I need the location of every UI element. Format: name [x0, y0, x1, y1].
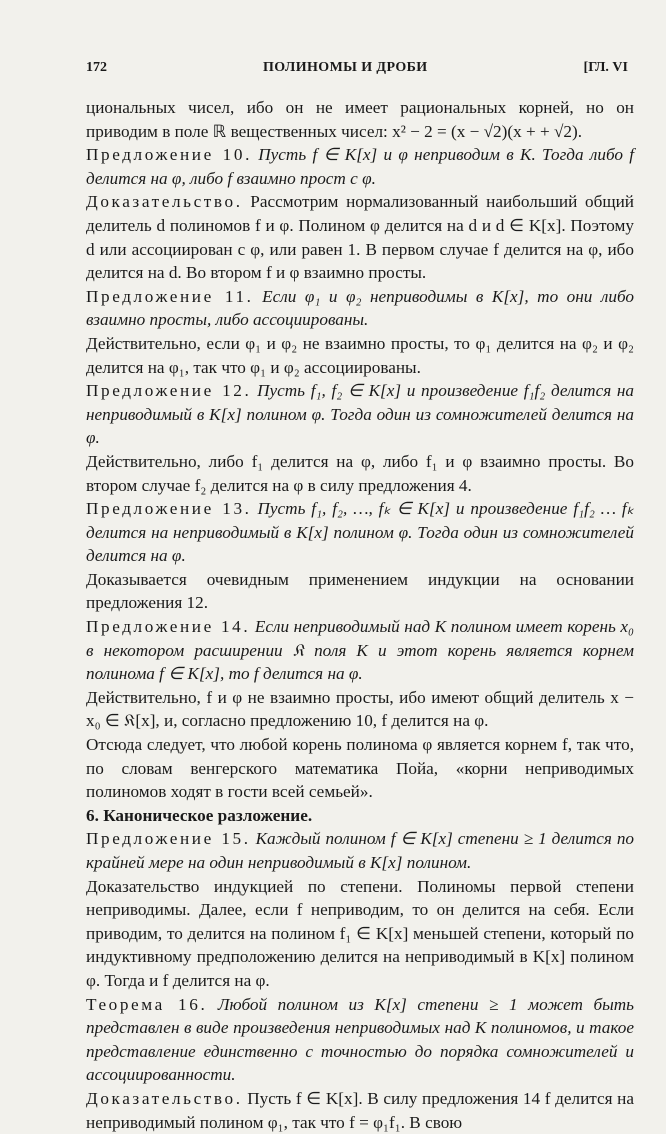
- paragraph-proof-15: Доказательство индукцией по степени. Полиномы первой степени неприводимы. Далее, если f неприводим, то он делится на себя. Если приводим, то делится на полином f₁ ∈ K[x] меньшей степени, который по индуктивному предположению делится на неприводимый в K[x] полином φ. Тогда и f делится на φ.: [86, 876, 634, 990]
- proposition-10: [86, 143, 634, 190]
- section-heading: 6. Каноническое разложение.: [86, 805, 313, 825]
- paragraph-proof-14: Действительно, f и φ не взаимно просты, ибо имеют общий делитель x − x₀ ∈ 𝔎[x], и, согласно предложению 10, f делится на φ.: [86, 687, 634, 731]
- running-header: [86, 60, 628, 76]
- page-number: 172: [86, 60, 107, 75]
- proposition-statement: Пусть f₁, f₂, …, fₖ ∈ K[x] и произведение f₁f₂ … fₖ делится на неприводимый в K[x] полином φ. Тогда один из сомножителей делится на φ.: [86, 499, 635, 566]
- paragraph-proof-11: Действительно, если φ₁ и φ₂ не взаимно просты, то φ₁ делится на φ₂ и φ₂ делится на φ₁, так что φ₁ и φ₂ ассоциированы.: [86, 333, 634, 377]
- proof-text: Пусть f ∈ K[x]. В силу предложения 14 f делится на неприводимый полином φ₁, так что f = φ₁f₁. В свою: [86, 1088, 635, 1132]
- proposition-statement: Каждый полином f ∈ K[x] степени ≥ 1 делится по крайней мере на один неприводимый в K[x] полином.: [86, 829, 635, 872]
- proof-text: Рассмотрим нормализованный наибольший общий делитель d полиномов f и φ. Полином φ делится на d и d ∈ K[x]. Поэтому d или ассоциирован с φ, или равен 1. В первом случае f делится на φ, ибо делится на d. Во втором f и φ взаимно просты.: [86, 192, 634, 283]
- proof-label: Доказательство.: [86, 1088, 243, 1108]
- proposition-statement: Если неприводимый над K полином имеет корень x₀ в некотором расширении 𝔎 поля K и этот корень является корнем полинома f ∈ K[x], то f делится на φ.: [86, 617, 634, 684]
- proof-theorem-16: [86, 1087, 634, 1134]
- proposition-13: [86, 497, 634, 568]
- proposition-label: Предложение 12.: [86, 381, 252, 401]
- proposition-12: [86, 379, 634, 450]
- paragraph-proof-13: Доказывается очевидным применением индукции на основании предложения 12.: [86, 569, 634, 613]
- paragraph-intro: циональных чисел, ибо он не имеет рациональных корней, но он приводим в поле ℝ вещественных чисел: x² − 2 = (x − √2)(x + + √2).: [86, 98, 634, 141]
- proposition-label: Предложение 14.: [86, 617, 251, 637]
- proposition-11: [86, 285, 634, 332]
- proposition-label: Предложение 13.: [86, 499, 252, 519]
- proposition-statement: Если φ₁ и φ₂ неприводимы в K[x], то они либо взаимно просты, либо ассоциированы.: [86, 286, 635, 330]
- theorem-label: Теорема 16.: [86, 994, 208, 1014]
- paragraph-proof-12: Действительно, либо f₁ делится на φ, либо f₁ и φ взаимно просты. Во втором случае f₂ делится на φ в силу предложения 4.: [86, 451, 634, 495]
- chapter-label: [ГЛ. VI: [583, 60, 628, 75]
- proof-label: Доказательство.: [86, 192, 243, 212]
- proposition-statement: Пусть f ∈ K[x] и φ неприводим в K. Тогда либо f делится на φ, либо f взаимно прост с φ.: [86, 145, 635, 188]
- body-text: [86, 96, 634, 1134]
- theorem-16: [86, 993, 634, 1087]
- proof-proposition-10: [86, 190, 634, 284]
- proposition-14: [86, 615, 634, 686]
- proposition-label: Предложение 15.: [86, 829, 251, 849]
- proposition-label: Предложение 11.: [86, 286, 254, 306]
- proposition-15: [86, 827, 634, 874]
- proposition-label: Предложение 10.: [86, 145, 252, 165]
- paragraph-polya: Отсюда следует, что любой корень полинома φ является корнем f, так что, по словам венгерского математика Пойа, «корни неприводимых полиномов ходят в гости всей семьей».: [86, 735, 634, 802]
- theorem-statement: Любой полином из K[x] степени ≥ 1 может быть представлен в виде произведения неприводимых над K полиномов, и такое представление единственно с точностью до порядка сомножителей и ассоциированности.: [86, 994, 634, 1085]
- running-title: ПОЛИНОМЫ И ДРОБИ: [262, 60, 428, 75]
- proposition-statement: Пусть f₁, f₂ ∈ K[x] и произведение f₁f₂ делится на неприводимый в K[x] полином φ. Тогда один из сомножителей делится на φ.: [86, 381, 635, 448]
